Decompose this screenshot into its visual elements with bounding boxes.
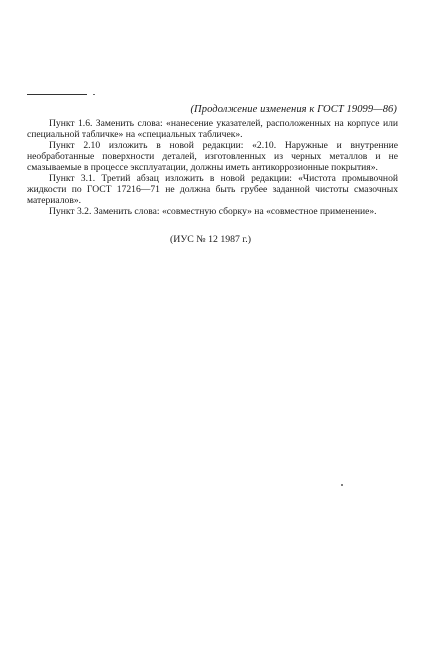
paragraph-item-3-1: Пункт 3.1. Третий абзац изложить в новой редакции: «Чистота промывочной жидкости по ГОСТ 17216—71 не должна быть грубее заданной чистоты смазочных материалов». — [27, 173, 398, 206]
continuation-header: (Продолжение изменения к ГОСТ 19099—86) — [190, 104, 397, 115]
paragraph-item-2-10: Пункт 2.10 изложить в новой редакции: «2.10. Наружные и внутренние необработанные поверхности деталей, изготовленных из черных металлов и не смазываемые в процессе эксплуатации, должны иметь антикоррозионные покрытия». — [27, 140, 398, 173]
divider-mark — [93, 94, 95, 95]
paragraph-item-3-2: Пункт 3.2. Заменить слова: «совместную сборку» на «совместное применение». — [49, 206, 377, 217]
amendment-text — [27, 118, 398, 217]
source-reference: (ИУС № 12 1987 г.) — [170, 234, 251, 245]
scan-speck — [341, 484, 343, 486]
paragraph-item-1-6: Пункт 1.6. Заменить слова: «нанесение указателей, расположенных на корпусе или специальной табличке» на «специальных табличек». — [27, 118, 398, 140]
top-divider-line — [27, 94, 87, 95]
